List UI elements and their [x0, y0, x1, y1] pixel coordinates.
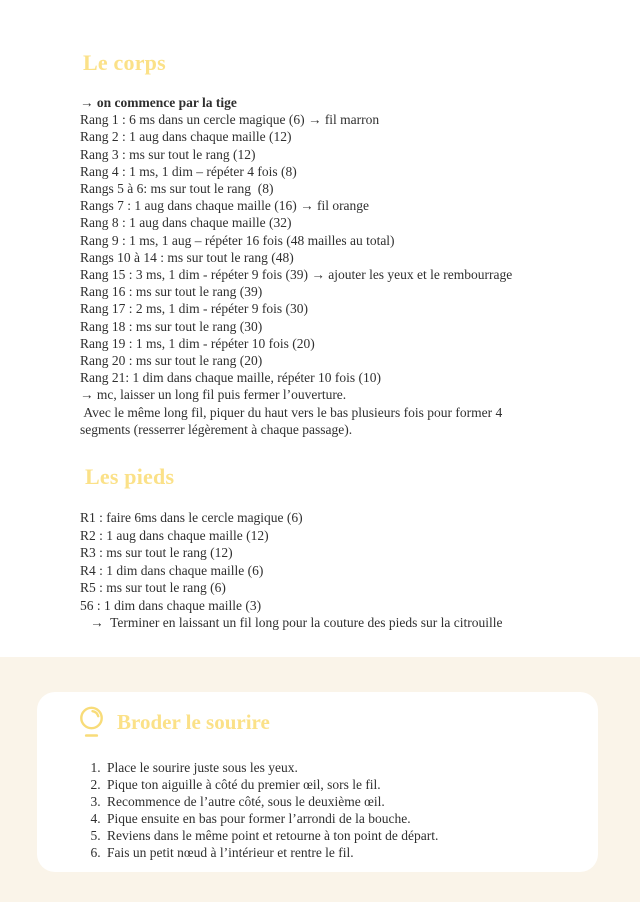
tip-item: 1. Place le sourire juste sous les yeux.	[104, 759, 568, 776]
pattern-line: R2 : 1 aug dans chaque maille (12)	[80, 527, 269, 543]
pattern-line: Rang 21: 1 dim dans chaque maille, répéter 10 fois (10)	[80, 370, 382, 386]
corps-intro-line: → on commence par la tige	[80, 95, 237, 110]
tip-card	[37, 692, 598, 872]
pattern-line: Rang 9 : 1 ms, 1 aug – répéter 16 fois (48 mailles au total)	[80, 232, 395, 248]
pattern-line: Avec le même long fil, piquer du haut vers le bas plusieurs fois pour former 4 segments (resserrer légèrement à chaque passage).	[80, 404, 506, 437]
pattern-line: Rang 20 : ms sur tout le rang (20)	[80, 353, 263, 369]
pattern-line: Rang 18 : ms sur tout le rang (30)	[80, 318, 263, 334]
pieds-instructions	[80, 509, 580, 632]
lightbulb-icon	[78, 705, 105, 739]
pattern-line: R4 : 1 dim dans chaque maille (6)	[80, 562, 264, 578]
pattern-line: Rang 2 : 1 aug dans chaque maille (12)	[80, 129, 292, 145]
tip-item: 5. Reviens dans le même point et retourne à ton point de départ.	[104, 827, 568, 844]
pattern-line: Rang 17 : 2 ms, 1 dim - répéter 9 fois (30)	[80, 301, 308, 317]
pattern-line: Rangs 7 : 1 aug dans chaque maille (16) → fil orange	[80, 198, 370, 214]
pattern-line: → mc, laisser un long fil puis fermer l’ouverture.	[80, 387, 347, 403]
pattern-line: Rang 8 : 1 aug dans chaque maille (32)	[80, 215, 292, 231]
tip-item: 2. Pique ton aiguille à côté du premier œil, sors le fil.	[104, 776, 568, 793]
tip-card-title: Broder le sourire	[117, 709, 270, 734]
corps-lines	[80, 111, 542, 438]
pattern-line: → Terminer en laissant un fil long pour la couture des pieds sur la citrouille	[80, 615, 503, 630]
tip-card-header	[78, 705, 568, 739]
tip-item: 6. Fais un petit nœud à l’intérieur et rentre le fil.	[104, 844, 568, 861]
pattern-line: Rang 4 : 1 ms, 1 dim – répéter 4 fois (8)	[80, 163, 297, 179]
section-title-corps: Le corps	[83, 50, 166, 75]
bottom-band	[0, 657, 640, 902]
corps-instructions	[80, 94, 542, 438]
pattern-line: 56 : 1 dim dans chaque maille (3)	[80, 597, 262, 613]
pattern-line: Rang 16 : ms sur tout le rang (39)	[80, 284, 263, 300]
pattern-line: Rang 19 : 1 ms, 1 dim - répéter 10 fois (20)	[80, 335, 315, 351]
pattern-line: Rang 3 : ms sur tout le rang (12)	[80, 146, 256, 162]
pattern-line: Rangs 10 à 14 : ms sur tout le rang (48)	[80, 249, 294, 265]
pattern-line: R5 : ms sur tout le rang (6)	[80, 580, 226, 595]
pattern-line: Rang 15 : 3 ms, 1 dim - répéter 9 fois (39) → ajouter les yeux et le rembourrage	[80, 267, 513, 283]
pattern-line: Rang 1 : 6 ms dans un cercle magique (6) → fil marron	[80, 112, 380, 128]
pattern-line: Rangs 5 à 6: ms sur tout le rang (8)	[80, 181, 274, 197]
pattern-line: R1 : faire 6ms dans le cercle magique (6)	[80, 510, 303, 525]
section-title-pieds: Les pieds	[85, 464, 175, 489]
pattern-line: R3 : ms sur tout le rang (12)	[80, 545, 233, 560]
tip-item: 3. Recommence de l’autre côté, sous le deuxième œil.	[104, 793, 568, 810]
pieds-lines	[80, 509, 580, 632]
tip-list	[78, 759, 568, 861]
tip-item: 4. Pique ensuite en bas pour former l’arrondi de la bouche.	[104, 810, 568, 827]
